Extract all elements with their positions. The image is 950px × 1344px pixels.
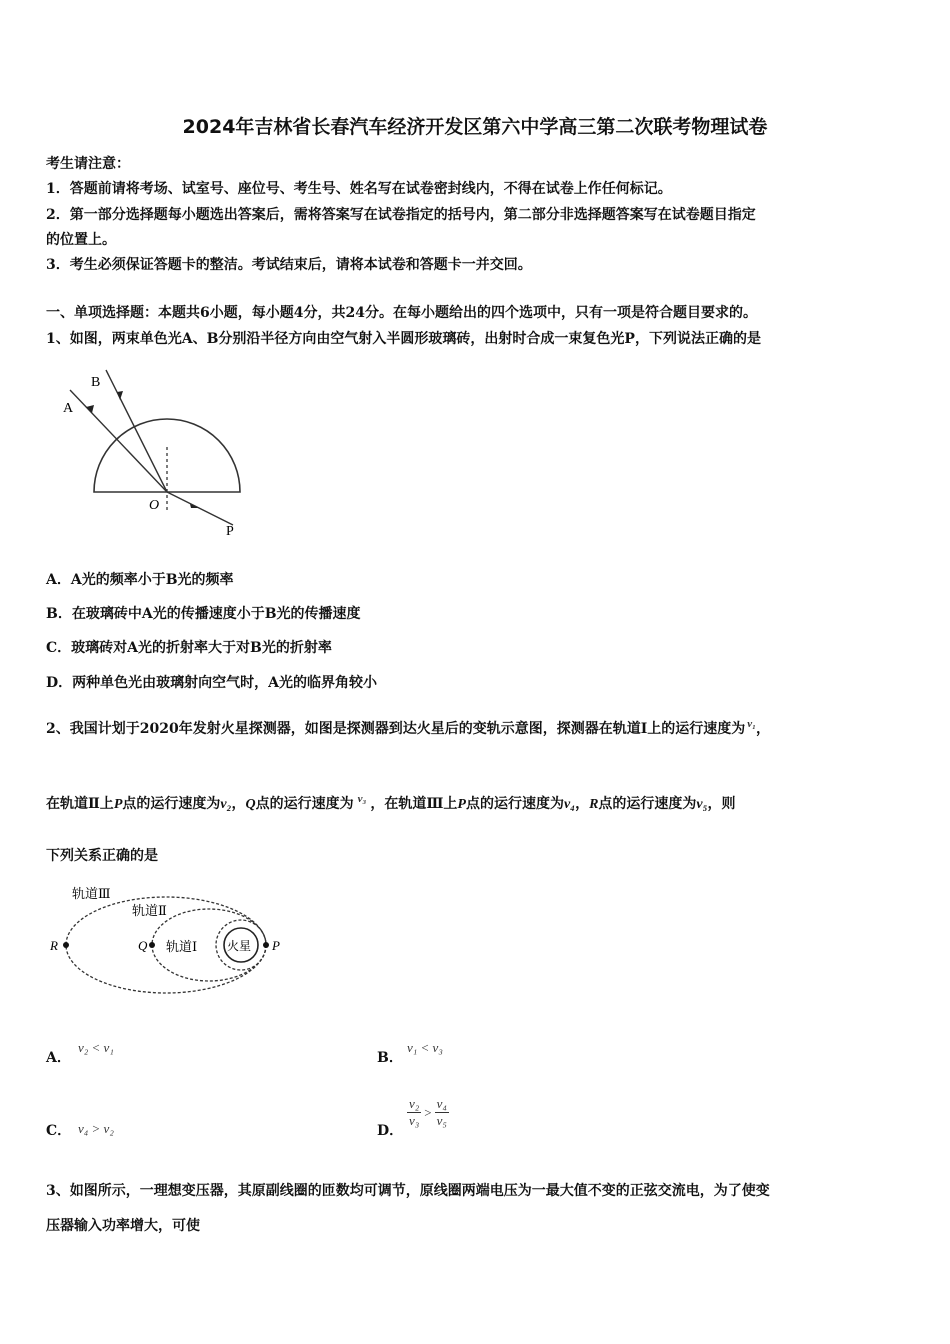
text: ，在轨道Ⅲ上 (370, 796, 458, 812)
orbit1-label: 轨道Ⅰ (166, 939, 198, 954)
v4-symbol: v₄ (563, 797, 576, 812)
q2-option-d-expr (407, 1096, 449, 1129)
q2-line1-text: 2、我国计划于2020年发射火星探测器，如图是探测器到达火星后的变轨示意图，探测器在轨道Ⅰ上的运行速度为 (46, 721, 746, 737)
text: ， (231, 796, 246, 812)
label-p: P (272, 938, 280, 953)
numerator: v₄ (436, 1096, 447, 1111)
q1-option-b: B．在玻璃砖中A光的传播速度小于B光的传播速度 (46, 606, 361, 622)
planet-label: 火星 (227, 939, 252, 953)
text: 点的运行速度为 (122, 796, 221, 812)
section-heading: 一、单项选择题：本题共6小题，每小题4分，共24分。在每小题给出的四个选项中，只有一项是符合题目要求的。 (46, 305, 757, 321)
text: 点的运行速度为 (255, 796, 354, 812)
q2-option-a-expr: v₂ < v₁ (78, 1040, 114, 1055)
q1-option-d: D．两种单色光由玻璃射向空气时，A光的临界角较小 (46, 675, 378, 691)
q1-stem: 1、如图，两束单色光A、B分别沿半径方向由空气射入半圆形玻璃砖，出射时合成一束复色光P，下列说法正确的是 (46, 331, 761, 347)
fraction (407, 1096, 421, 1129)
point-p: P (457, 797, 466, 812)
v3-symbol: v₃ (357, 793, 367, 806)
point-q: Q (245, 797, 256, 812)
q1-option-c: C．玻璃砖对A光的折射率大于对B光的折射率 (46, 640, 332, 656)
q2-line1 (46, 718, 770, 738)
label-o: O (149, 498, 160, 513)
text: ，则 (707, 796, 736, 812)
q2-line3: 下列关系正确的是 (46, 848, 158, 864)
q1-option-a: A．A光的频率小于B光的频率 (46, 572, 234, 588)
q2-option-c-expr: v₄ > v₂ (78, 1121, 114, 1136)
q2-option-d-label: D． (377, 1123, 404, 1139)
v2-symbol: v₂ (220, 797, 232, 812)
orbit-transfer-diagram (44, 878, 294, 1003)
text: ， (575, 796, 590, 812)
q2-line2 (46, 793, 736, 813)
operator: > (424, 1104, 432, 1120)
label-p: P (226, 524, 234, 539)
notice-item: 2．第一部分选择题每小题选出答案后，需将答案写在试卷指定的括号内，第二部分非选择题答案写在试卷题目指定 (46, 207, 756, 223)
denominator: v₃ (409, 1113, 420, 1128)
q2-option-a-label: A． (46, 1050, 71, 1066)
q2-line1-end: ， (755, 721, 770, 737)
fraction (435, 1096, 449, 1129)
q2-option-c-label: C． (46, 1123, 72, 1139)
q2-option-b-expr: v₁ < v₃ (407, 1040, 443, 1055)
denominator: v₅ (436, 1113, 447, 1128)
text: 在轨道Ⅱ上 (46, 796, 114, 812)
semicircle-glass-diagram (50, 360, 260, 545)
v5-symbol: v₅ (696, 797, 708, 812)
q3-line2: 压器输入功率增大，可使 (46, 1218, 200, 1234)
orbit2-label: 轨道Ⅱ (132, 903, 167, 918)
label-r: R (50, 938, 58, 953)
text: 点的运行速度为 (465, 796, 564, 812)
page-title: 2024年吉林省长春汽车经济开发区第六中学高三第二次联考物理试卷 (182, 116, 768, 138)
notice-item: 3．考生必须保证答题卡的整洁。考试结束后，请将本试卷和答题卡一并交回。 (46, 257, 532, 273)
notice-heading: 考生请注意： (46, 156, 130, 172)
text: 点的运行速度为 (598, 796, 697, 812)
q2-option-b-label: B． (377, 1050, 403, 1066)
notice-item: 的位置上。 (46, 232, 116, 248)
point-r: R (589, 797, 599, 812)
q3-line1: 3、如图所示，一理想变压器，其原副线圈的匝数均可调节，原线圈两端电压为一最大值不变的正弦交流电，为了使变 (46, 1183, 770, 1199)
notice-item: 1．答题前请将考场、试室号、座位号、考生号、姓名写在试卷密封线内，不得在试卷上作任何标记。 (46, 181, 672, 197)
v1-symbol: v₁ (747, 718, 756, 731)
orbit3-label: 轨道Ⅲ (72, 886, 111, 901)
point-p: P (113, 797, 123, 812)
numerator: v₂ (409, 1096, 420, 1111)
label-q: Q (138, 938, 148, 953)
label-a: A (63, 401, 74, 416)
label-b: B (91, 375, 101, 390)
